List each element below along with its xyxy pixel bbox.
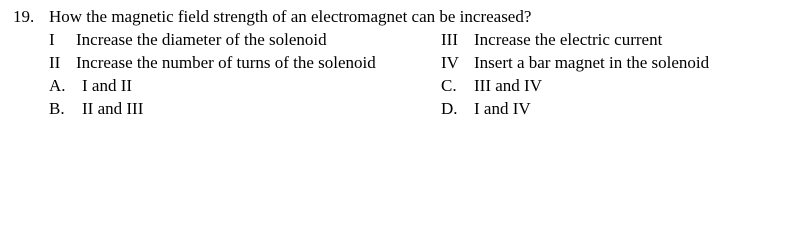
statement-text: Increase the diameter of the solenoid — [76, 30, 327, 49]
option-text-d: I and IV — [474, 99, 531, 118]
statement-numeral: III — [441, 30, 458, 49]
statement-numeral: II — [49, 53, 61, 72]
statement-text: Increase the electric current — [474, 30, 663, 49]
option-text-a: I and II — [82, 76, 133, 95]
statement-numeral: IV — [441, 53, 459, 72]
question-number: 19. — [13, 7, 35, 26]
option-text-c: III and IV — [474, 76, 542, 95]
statement-text: Insert a bar magnet in the solenoid — [474, 53, 710, 72]
option-letter-a: A. — [49, 76, 66, 95]
statement-numeral: I — [49, 30, 55, 49]
option-text-b: II and III — [82, 99, 144, 118]
option-letter-b: B. — [49, 99, 65, 118]
statement-text: Increase the number of turns of the solenoid — [76, 53, 376, 72]
option-letter-d: D. — [441, 99, 458, 118]
option-letter-c: C. — [441, 76, 457, 95]
question-text: How the magnetic field strength of an electromagnet can be increased? — [49, 7, 532, 26]
